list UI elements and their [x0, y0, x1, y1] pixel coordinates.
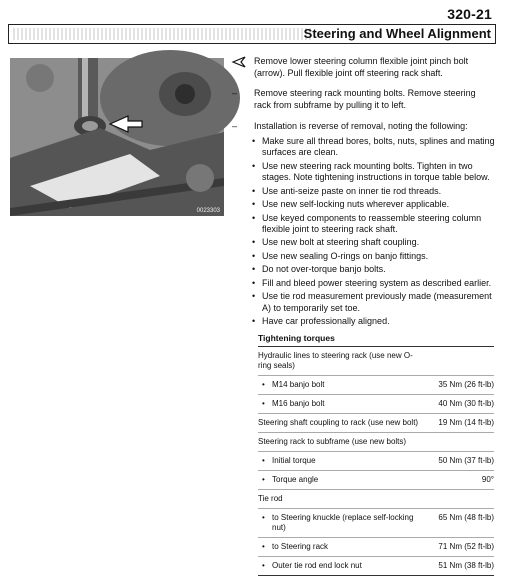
row-label: • to Steering knuckle (replace self-locking nut)	[272, 513, 414, 532]
steering-column-photo	[10, 58, 224, 216]
installation-notes	[252, 136, 496, 330]
list-item: • Have car professionally aligned.	[252, 316, 496, 327]
row-value: 65 Nm (48 ft-lb)	[438, 513, 494, 522]
list-item: • Use tie rod measurement previously made (measurement A) to temporarily set toe.	[252, 291, 496, 314]
step-remove-pinch-bolt	[232, 56, 494, 79]
row-label: • Torque angle	[272, 475, 319, 484]
page-number: 320-21	[447, 6, 492, 22]
list-item: • Do not over-torque banjo bolts.	[252, 264, 496, 275]
row-label: • Outer tie rod end lock nut	[272, 561, 362, 570]
section-title: Steering and Wheel Alignment	[303, 26, 491, 41]
row-label: Steering rack to subframe (use new bolts)	[258, 437, 407, 446]
row-value: 19 Nm (14 ft-lb)	[438, 418, 494, 427]
row-value: 90°	[481, 475, 494, 484]
table-row	[258, 490, 494, 509]
list-item: • Use new bolt at steering shaft coupling.	[252, 237, 496, 248]
arrow-icon	[232, 56, 246, 72]
step-installation	[232, 121, 494, 133]
row-label: Tie rod	[258, 494, 283, 503]
row-label: • M14 banjo bolt	[272, 380, 325, 389]
row-value: 40 Nm (30 ft-lb)	[438, 399, 494, 408]
list-item: • Fill and bleed power steering system as described earlier.	[252, 278, 496, 289]
step-text: Remove steering rack mounting bolts. Remove steering rack from subframe by pulling it to left.	[254, 88, 476, 110]
list-item: • Use new sealing O-rings on banjo fittings.	[252, 251, 496, 262]
table-row	[258, 433, 494, 452]
table-row	[258, 509, 494, 538]
table-row	[258, 557, 494, 576]
header-pattern	[13, 28, 313, 40]
section-header	[8, 24, 496, 44]
list-item: • Make sure all thread bores, bolts, nuts, splines and mating surfaces are clean.	[252, 136, 496, 159]
step-text: Remove lower steering column flexible joint pinch bolt (arrow). Pull flexible joint off steering rack shaft.	[254, 56, 469, 78]
row-label: Steering shaft coupling to rack (use new bolt)	[258, 418, 419, 427]
step-text: Installation is reverse of removal, noting the following:	[254, 121, 468, 131]
list-item: • Use keyed components to reassemble steering column flexible joint to steering rack shaft.	[252, 213, 496, 236]
table-row	[258, 538, 494, 557]
table-row	[258, 452, 494, 471]
row-label: • Initial torque	[272, 456, 316, 465]
torque-table-title: Tightening torques	[258, 333, 494, 347]
torque-table	[258, 333, 494, 576]
step-remove-mounting-bolts	[232, 88, 494, 111]
row-value: 71 Nm (52 ft-lb)	[438, 542, 494, 551]
row-value: 50 Nm (37 ft-lb)	[438, 456, 494, 465]
table-row	[258, 471, 494, 490]
row-label: • to Steering rack	[272, 542, 329, 551]
list-item: • Use new steering rack mounting bolts. Tighten in two stages. Note tightening instructions in torque table below.	[252, 161, 496, 184]
dash-marker: –	[232, 121, 238, 131]
row-label: Hydraulic lines to steering rack (use new O-ring seals)	[258, 351, 413, 370]
list-item: • Use anti-seize paste on inner tie rod threads.	[252, 186, 496, 197]
figure-code: 0023303	[196, 208, 220, 214]
table-row	[258, 414, 494, 433]
row-label: • M16 banjo bolt	[272, 399, 325, 408]
table-row	[258, 347, 494, 376]
table-row	[258, 395, 494, 414]
list-item: • Use new self-locking nuts wherever applicable.	[252, 199, 496, 210]
row-value: 35 Nm (26 ft-lb)	[438, 380, 494, 389]
dash-marker: –	[232, 88, 238, 98]
table-row	[258, 376, 494, 395]
row-value: 51 Nm (38 ft-lb)	[438, 561, 494, 570]
